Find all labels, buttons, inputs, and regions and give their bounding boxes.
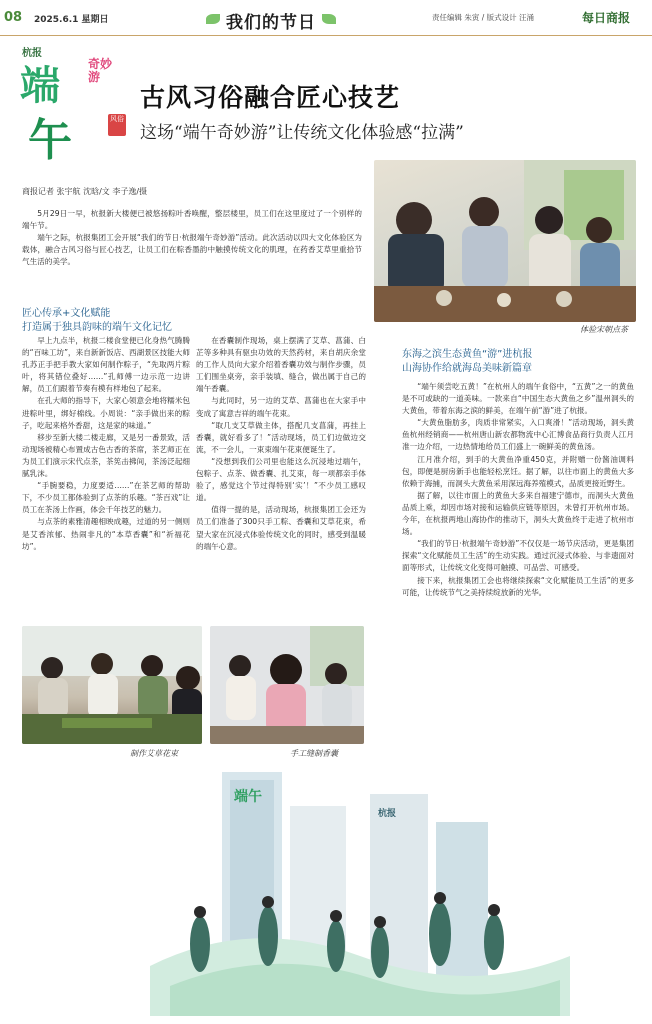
- paragraph: “取几支艾草做主体，搭配几支菖蒲，再挂上香囊，就好看多了！”活动现场，员工们边做边交流，不一会儿，一束束端午花束便诞生了。: [196, 420, 366, 454]
- paragraph: “端午须尝吃五黄！”在杭州人的端午食俗中，“五黄”之一的黄鱼是不可或缺的一道美味。一款来自“中国生态大黄鱼之乡”温州洞头的大黄鱼，带着东海之滨的鲜美，在端午前“游”进了杭报。: [402, 382, 634, 416]
- paragraph: 江月准介绍，到手的大黄鱼净重450克，并附赠一份酱油调料包，即便是厨房新手也能轻松烹饪。据了解，以往市面上的黄鱼大多依赖于海捕，而洞头大黄鱼采用深远海养殖模式，品质更接近野生。: [402, 454, 634, 488]
- header-rule: [0, 35, 652, 36]
- article-title: 古风习俗融合匠心技艺: [140, 83, 401, 112]
- photo-caption-tea: 体验宋朝点茶: [580, 325, 628, 334]
- paragraph: 值得一提的是，活动现场，杭报集团工会还为员工们准备了300只手工粽、香囊和艾草花束，希望大家在沉浸式体验传统文化的同时，感受到温暖的端午心意。: [196, 505, 366, 551]
- building-sign-hangbao: 杭报: [378, 809, 397, 819]
- page-header: [0, 0, 652, 40]
- building-and-figures-drawing: [150, 766, 570, 1016]
- article-column-2: [196, 335, 366, 553]
- paragraph: 与此同时，另一边的艾草、菖蒲也在大家手中变成了寓意吉祥的端午花束。: [196, 396, 366, 418]
- building-sign-duanwu: 端午: [234, 789, 262, 805]
- photo-tea-ceremony: [374, 160, 636, 322]
- paragraph: “手腕要稳，力度要适……”在茶艺师的帮助下，不少员工都体验到了点茶的乐趣。“茶百戏”让员工在茶汤上作画，体会千年技艺的魅力。: [22, 481, 190, 515]
- paragraph: 与点茶的素雅清趣相映成趣，过道的另一侧则是艾香浓郁、热闹非凡的“本草香囊”和“祈福花坊”。: [22, 517, 190, 551]
- logo-char-2: 午: [28, 115, 72, 166]
- logo-char-1: 端: [20, 62, 60, 109]
- intro-paragraph: 5月29日一早，杭报新大楼便已被悠扬粽叶香唤醒，整层楼里，员工们在这里度过了一个别样的端午节。: [22, 209, 362, 231]
- article-column-3: [402, 381, 634, 599]
- section-title: 我们的节日: [226, 13, 316, 33]
- logo-side-text: 奇妙游: [88, 57, 113, 84]
- paragraph: 接下来，杭报集团工会也将继续探索“文化赋能员工生活”的更多可能，让传统节气之美持续绽放新的光华。: [402, 575, 634, 597]
- leaf-icon: [322, 14, 336, 24]
- section-heading-line: 打造属于独具韵味的端午文化记忆: [22, 321, 172, 333]
- page-number: 08: [4, 10, 23, 25]
- paragraph: 在香囊制作现场，桌上摆满了艾草、菖蒲、白芷等多种具有驱虫功效的天然药材，来自胡庆余堂的工作人员向大家介绍着香囊功效与制作步骤，员工们围坐桌旁，亲手装填、缝合，做出属于自己的端午香囊。: [196, 336, 366, 394]
- article-column-1: [22, 335, 190, 553]
- photo-sachet-sewing: [210, 626, 364, 744]
- photo-caption-sachet: 手工缝制香囊: [290, 749, 338, 758]
- editor-credits: 责任编辑 朱寅 / 版式设计 汪涌: [432, 13, 535, 22]
- paragraph: 早上九点半，杭报二楼食堂便已化身热气腾腾的“百味工坊”，来自新新饭店、西湖景区技能大师孔苏正手把手教大家如何制作粽子，“先取两片粽叶，将其错位叠好……”孔师傅一边示范一边讲解，员工们跟着节奏有模有样地包了起来。: [22, 336, 190, 394]
- intro-paragraph: 端午之际，杭报集团工会开展“我们的节日·杭报端午奇妙游”活动。此次活动以四大文化体验区为载体，融合古风习俗与匠心技艺，让员工们在粽香墨韵中触摸传统文化的肌理，在药香艾草里重拾节气生活的美学。: [22, 233, 362, 267]
- newspaper-name: 每日商报: [582, 11, 631, 25]
- bouquet-workshop-illustration: [22, 626, 202, 744]
- article-byline: 商报记者 张宇航 沈晗/文 李子逸/摄: [22, 187, 148, 196]
- logo-small-text: 杭报: [22, 48, 42, 59]
- section-heading-1: [22, 307, 362, 334]
- tea-ceremony-illustration: [374, 160, 636, 322]
- section-heading-line: 东海之滨生态黄鱼“游”进杭报: [402, 349, 533, 360]
- paragraph: “我们的节日·杭报端午奇妙游”不仅仅是一场节庆活动，更是集团探索“文化赋能员工生活”的生动实践。通过沉浸式体验、与非遗面对面等形式，让传统文化变得可触摸、可品尝、可感受。: [402, 539, 634, 573]
- paragraph: 据了解，以往市面上的黄鱼大多来自福建宁德市，而洞头大黄鱼品质上乘，却因市场对接和运输供应链等原因，未曾打开杭州市场。今年，在杭报两地山海协作的推动下，洞头大黄鱼终于走进了杭州市场。: [402, 490, 634, 537]
- section-heading-line: 匠心传承+文化赋能: [22, 308, 111, 319]
- leaf-icon: [206, 14, 220, 24]
- paragraph: 移步至新大楼二楼走廊，又是另一番景致，活动现场被精心布置成古色古香的茶席，茶艺师正在为员工们演示宋代点茶，茶筅击拂间，茶汤泛起细腻乳沫。: [22, 432, 190, 479]
- page-footer: [0, 1018, 652, 1024]
- logo-seal: 风俗: [108, 114, 126, 136]
- paragraph: “没想到我们公司里也能这么沉浸地过端午，包粽子、点茶、做香囊、扎艾束，每一项都亲手体验了，感觉这个节过得特别‘实’！”不少员工感叹道。: [196, 456, 366, 503]
- photo-mugwort-bouquet: [22, 626, 202, 744]
- photo-caption-bouquet: 制作艾草花束: [130, 749, 178, 758]
- article-intro: [22, 208, 362, 268]
- paragraph: “大黄鱼脂肪多，肉质非常紧实，入口爽滑！”活动现场，洞头黄鱼杭州经销商——杭州唐山新农都物流中心汇博食品商行负责人江月准一边介绍，一边热情地给员工们盛上一碗鲜美的黄鱼汤。: [402, 418, 634, 452]
- issue-date: 2025.6.1 星期日: [34, 15, 109, 25]
- article-subtitle: 这场“端午奇妙游”让传统文化体验感“拉满”: [140, 123, 464, 143]
- section-heading-2: [402, 348, 632, 375]
- festival-illustration: [150, 766, 570, 1016]
- sachet-workshop-illustration: [210, 626, 364, 744]
- dragon-boat-logo: [14, 42, 134, 166]
- paragraph: 在孔大师的指导下，大家心领意会地将糯米包进粽叶里，绑好棉线。小周说：“亲手做出来的粽子，吃起来格外香甜，这是家的味道。”: [22, 396, 190, 430]
- section-heading-line: 山海协作给就海岛美味新篇章: [402, 362, 532, 374]
